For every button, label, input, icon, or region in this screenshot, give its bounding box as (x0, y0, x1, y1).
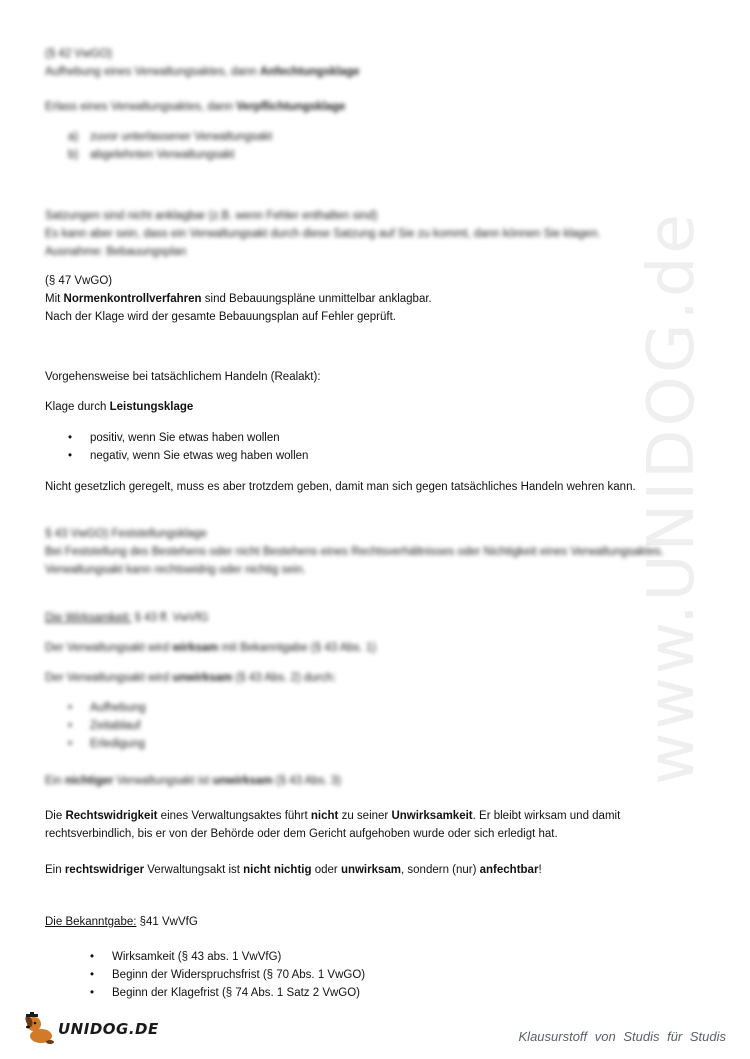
text: Ein (45, 864, 65, 876)
section-47 (45, 272, 432, 326)
list-item: • Erledigung (68, 735, 146, 753)
list-item (68, 128, 272, 146)
text: zu seiner (338, 810, 392, 822)
text-line: Ausnahme: Bebauungsplan (45, 246, 187, 258)
text: §41 VwVfG (136, 916, 198, 928)
dog-icon (22, 1012, 58, 1046)
ref-47: (§ 47 VwGO) (45, 275, 113, 287)
bold-text: Leistungsklage (109, 401, 194, 413)
blurred-lettered-list (68, 128, 272, 164)
list-item: • positiv, wenn Sie etwas haben wollen (68, 429, 308, 447)
bold-text: Unwirksamkeit (391, 810, 473, 822)
bold-text: unwirksam (340, 864, 402, 876)
footer-tagline: Klausurstoff von Studis für Studis (518, 1029, 726, 1044)
text: Der Verwaltungsakt wird (45, 642, 173, 654)
list-text: abgelehnten Verwaltungsakt (90, 149, 235, 161)
underlined-text: Die Wirksamkeit: (45, 612, 132, 624)
watermark-text: www.UNIDOG.de (635, 211, 709, 785)
blurred-satzungen (45, 207, 601, 261)
text: Verwaltungsakt ist (144, 864, 244, 876)
blurred-wirksamkeit-heading (45, 609, 208, 627)
bold-text: Verpflichtungsklage (236, 101, 346, 113)
realakt-heading: Vorgehensweise bei tatsächlichem Handeln (Realakt): (45, 371, 321, 383)
realakt-note: Nicht gesetzlich geregelt, muss es aber trotzdem geben, damit man sich gegen tatsächliches Handeln wehren kann. (45, 481, 636, 493)
blurred-anfechtung-line (45, 63, 360, 81)
underlined-text: Die Bekanntgabe: (45, 916, 137, 928)
text: sind Bebauungspläne unmittelbar anklagbar. (201, 293, 432, 305)
blurred-unwirksam-line (45, 669, 336, 687)
text: § 43 ff. VwVfG (131, 612, 209, 624)
bekanntgabe-heading (45, 913, 198, 931)
bold-text: unwirksam (172, 672, 233, 684)
list-item: • negativ, wenn Sie etwas weg haben wollen (68, 447, 308, 465)
unidog-logo (22, 1010, 162, 1050)
text-line: Satzungen sind nicht anklagbar (z.B. wenn Fehler enthalten sind) (45, 210, 378, 222)
text: Erlass eines Verwaltungsaktes, dann (45, 101, 237, 113)
list-item: • Aufhebung (68, 699, 146, 717)
text: eines Verwaltungsaktes führt (157, 810, 311, 822)
logo-text: UNIDOG.DE (58, 1020, 159, 1038)
text: . Er bleibt wirksam und damit (472, 810, 621, 822)
text-line: rechtsverbindlich, bis er von der Behörde oder dem Gericht aufgehoben wurde oder sich erledigt hat. (45, 828, 558, 840)
list-item: • Zeitablauf (68, 717, 146, 735)
text: Verwaltungsakt ist (113, 775, 213, 787)
list-letter: b) (68, 149, 79, 161)
list-item: • Wirksamkeit (§ 43 abs. 1 VwVfG) (90, 948, 365, 966)
list-letter: a) (68, 131, 79, 143)
bold-text: nichtiger (64, 775, 114, 787)
bold-text: wirksam (172, 642, 219, 654)
list-item (68, 146, 272, 164)
text: ! (538, 864, 542, 876)
realakt-bullet-list (68, 429, 308, 465)
list-item: • Beginn der Widerspruchsfrist (§ 70 Abs. 1 VwGO) (90, 966, 365, 984)
text: Aufhebung eines Verwaltungsaktes, dann (45, 66, 260, 78)
bold-text: rechtswidriger (64, 864, 145, 876)
leistungsklage-line (45, 398, 193, 416)
text: Ein (45, 775, 65, 787)
blurred-feststellungsklage (45, 525, 664, 579)
text-line (45, 807, 645, 825)
list-text: zuvor unterlassener Verwaltungsakt (90, 131, 273, 143)
text: mit Bekanntgabe (§ 43 Abs. 1) (218, 642, 377, 654)
text: Klage durch (45, 401, 110, 413)
text-line: Es kann aber sein, dass ein Verwaltungsakt durch diese Satzung auf Sie zu kommt, dann können Sie klagen. (45, 228, 601, 240)
list-item: • Beginn der Klagefrist (§ 74 Abs. 1 Satz 2 VwGO) (90, 984, 365, 1002)
bold-text: unwirksam (212, 775, 273, 787)
anfechtbar-paragraph (45, 861, 542, 879)
text: Die (45, 810, 66, 822)
text: Der Verwaltungsakt wird (45, 672, 173, 684)
bold-text: nicht (310, 810, 339, 822)
rechtswidrigkeit-paragraph (45, 807, 645, 843)
bold-text: anfechtbar (479, 864, 539, 876)
pruefung-line: Nach der Klage wird der gesamte Bebauungsplan auf Fehler geprüft. (45, 311, 396, 323)
text-line: Verwaltungsakt kann rechtswidrig oder nichtig sein. (45, 564, 306, 576)
text: , sondern (nur) (401, 864, 480, 876)
watermark (612, 211, 732, 785)
blurred-verpflichtung-line (45, 98, 345, 116)
blurred-bullet-list (68, 699, 146, 753)
blurred-wirksam-line (45, 639, 376, 657)
text: Mit (45, 293, 64, 305)
blurred-section-42 (45, 45, 360, 81)
text-line: § 43 VwGO) Feststellungsklage (45, 528, 207, 540)
normenkontroll-line (45, 290, 432, 308)
bekanntgabe-bullet-list (90, 948, 365, 1002)
bold-text: Anfechtungsklage (259, 66, 360, 78)
blurred-nichtig-line (45, 772, 341, 790)
bold-text: Rechtswidrigkeit (65, 810, 158, 822)
text: oder (311, 864, 341, 876)
blurred-ref-42: (§ 42 VwGO) (45, 48, 113, 60)
bold-text: Normenkontrollverfahren (63, 293, 202, 305)
text-line: Bei Feststellung des Bestehens oder nicht Bestehens eines Rechtsverhältnisses oder Nichtigkeit eines Verwaltungsaktes. (45, 546, 664, 558)
text: (§ 43 Abs. 3) (272, 775, 341, 787)
bold-text: nicht nichtig (243, 864, 312, 876)
text: (§ 43 Abs. 2) durch: (232, 672, 336, 684)
